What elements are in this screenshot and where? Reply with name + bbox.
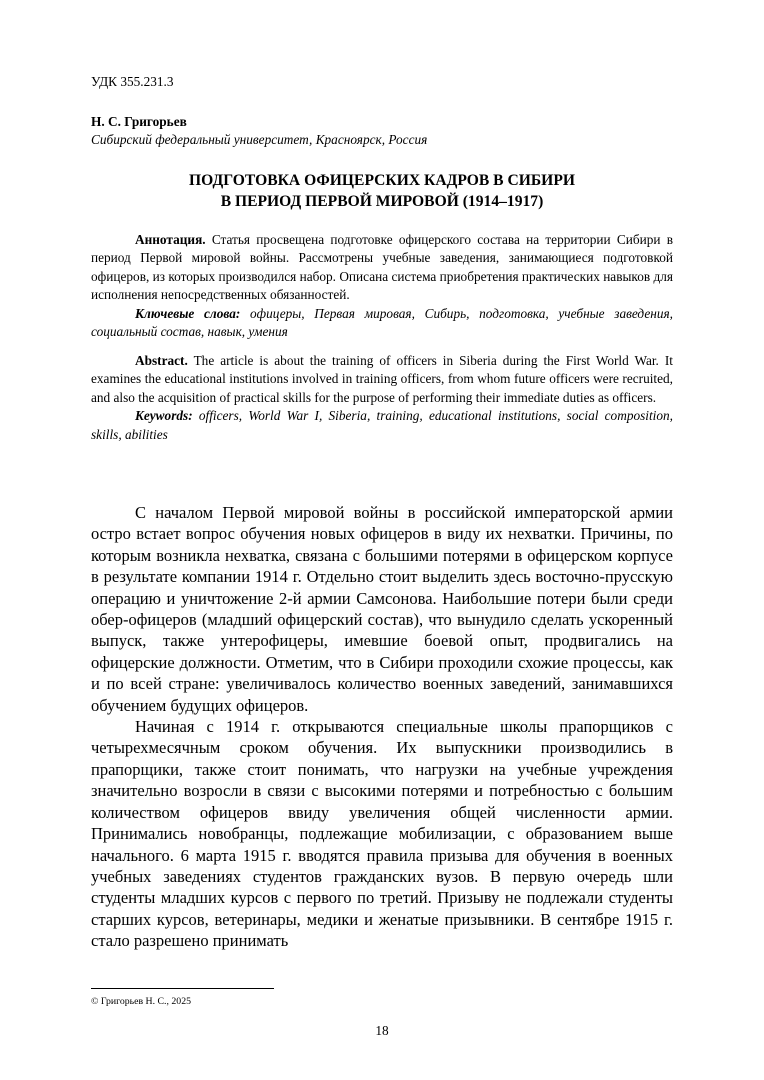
keywords-en-text: officers, World War I, Siberia, training, educational institutions, social composition, skills, abilities	[91, 408, 673, 442]
abstract-ru-text: Статья просвещена подготовке офицерского состава на территории Сибири в период Первой мировой войны. Рассмотрены учебные заведения, занимающиеся подготовкой офицеров, из которых производился набор. Описана система приобретения практических навыков для исполнения непосредственных обязанностей.	[91, 232, 673, 303]
abstract-en-label: Abstract.	[135, 353, 188, 368]
keywords-en-paragraph	[91, 407, 673, 444]
body-paragraph-2: Начиная с 1914 г. открываются специальные школы прапорщиков с четырехмесячным сроком обучения. Их выпускники производились в прапорщики, также стоит понимать, что нагрузки на учебные учреждения значительно возросли в связи с высокими потерями и потребностью с большим количеством офицеров ввиду увеличения общей численности армии. Принимались новобранцы, подлежащие мобилизации, с образованием выше начального. 6 марта 1915 г. вводятся правила призыва для обучения в военных учебных заведениях студентов гражданских вузов. В первую очередь шли студенты младших курсов с первого по третий. Призыву не подлежали студенты старших курсов, ветеринары, медики и женатые призывники. В сентябре 1915 г. стало разрешено принимать	[91, 717, 673, 951]
abstract-ru-label: Аннотация.	[135, 232, 206, 247]
keywords-ru-text: офицеры, Первая мировая, Сибирь, подготовка, учебные заведения, социальный состав, навык, умения	[91, 305, 673, 340]
udk-code: УДК 355.231.3	[91, 74, 174, 89]
body-text	[91, 502, 673, 952]
title-line-1: ПОДГОТОВКА ОФИЦЕРСКИХ КАДРОВ В СИБИРИ	[189, 172, 575, 189]
keywords-ru-label: Ключевые слова:	[135, 305, 241, 321]
body-paragraph-1: С началом Первой мировой войны в российской императорской армии остро встает вопрос обучения новых офицеров в виду их нехватки. Причины, по которым возникла нехватка, связана с большими потерями в офицерском корпусе в результате компании 1914 г. Отдельно стоит выделить здесь восточно-прусскую операцию и уничтожение 2-й армии Самсонова. Наибольшие потери были среди обер-офицеров (младший офицерский состав), что вынудило сделать ускоренный выпуск, также унтерофицеры, имевшие боевой опыт, продвигались на офицерские должности. Отметим, что в Сибири проходили схожие процессы, как и по всей стране: увеличивалось количество военных заведений, занимавшихся обучением будущих офицеров.	[91, 503, 673, 715]
author-name: Н. С. Григорьев	[91, 114, 187, 129]
abstract-en-text: The article is about the training of officers in Siberia during the First World War. It examines the educational institutions involved in training officers, from whom future officers were recruited, and also the acquisition of practical skills for the purpose of performing their immediate duties as officers.	[91, 353, 673, 405]
abstract-ru-paragraph	[91, 231, 673, 305]
copyright-footnote: © Григорьев Н. С., 2025	[91, 996, 191, 1007]
abstract-english	[91, 352, 673, 444]
abstract-russian	[91, 231, 673, 341]
abstract-en-paragraph	[91, 352, 673, 407]
keywords-ru-paragraph	[91, 305, 673, 342]
page-number: 18	[375, 1023, 389, 1038]
author-affiliation: Сибирский федеральный университет, Красноярск, Россия	[91, 132, 428, 147]
title-line-2: В ПЕРИОД ПЕРВОЙ МИРОВОЙ (1914–1917)	[220, 193, 544, 210]
keywords-en-label: Keywords:	[135, 408, 193, 424]
article-title	[91, 170, 673, 212]
footnote-divider	[91, 988, 274, 989]
